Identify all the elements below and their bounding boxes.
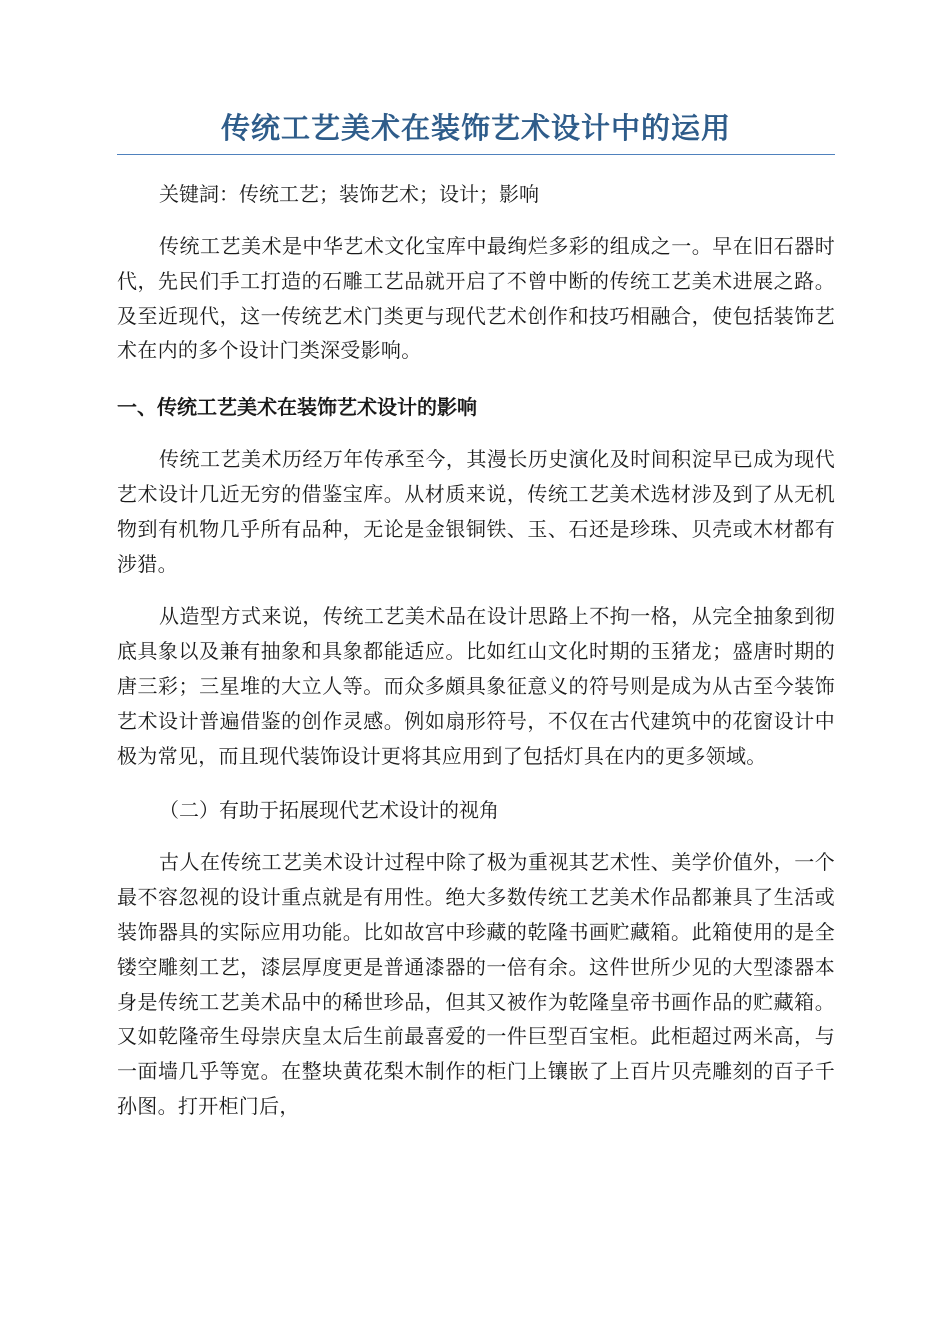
intro-paragraph: 传统工艺美术是中华艺术文化宝库中最绚烂多彩的组成之一。早在旧石器时代，先民们手工打造的石雕工艺品就开启了不曾中断的传统工艺美术进展之路。及至近现代，这一传统艺术门类更与现代艺术创作和技巧相融合，使包括装饰艺术在内的多个设计门类深受影响。 xyxy=(117,234,835,363)
document-title: 传统工艺美术在装饰艺术设计中的运用 xyxy=(117,108,835,155)
document-page xyxy=(117,108,835,1124)
subsection2-paragraph-1: 古人在传统工艺美术设计过程中除了极为重视其艺术性、美学价值外，一个最不容忽视的设计重点就是有用性。绝大多数传统工艺美术作品都兼具了生活或装饰器具的实际应用功能。比如故宫中珍藏的乾隆书画贮藏箱。此箱使用的是全镂空雕刻工艺，漆层厚度更是普通漆器的一倍有余。这件世所少见的大型漆器本身是传统工艺美术品中的稀世珍品，但其又被作为乾隆皇帝书画作品的贮藏箱。又如乾隆帝生母崇庆皇太后生前最喜爱的一件巨型百宝柜。此柜超过两米高，与一面墙几乎等宽。在整块黄花梨木制作的柜门上镶嵌了上百片贝壳雕刻的百子千孙图。打开柜门后， xyxy=(117,850,835,1118)
section1-paragraph-2: 从造型方式来说，传统工艺美术品在设计思路上不拘一格，从完全抽象到彻底具象以及兼有抽象和具象都能适应。比如红山文化时期的玉猪龙；盛唐时期的唐三彩；三星堆的大立人等。而众多頗具象征意义的符号则是成为从古至今装饰艺术设计普遍借鉴的创作灵感。例如扇形符号，不仅在古代建筑中的花窗设计中极为常见，而且现代装饰设计更将其应用到了包括灯具在内的更多领域。 xyxy=(117,604,835,768)
section-heading-1: 一、传统工艺美术在装饰艺术设计的影响 xyxy=(117,395,477,420)
keywords-line: 关键詞：传统工艺；装饰艺术；设计；影响 xyxy=(159,182,539,206)
section1-paragraph-1: 传统工艺美术历经万年传承至今，其漫长历史演化及时间积淀早已成为现代艺术设计几近无穷的借鉴宝库。从材质来说，传统工艺美术选材涉及到了从无机物到有机物几乎所有品种，无论是金银铜铁、玉、石还是珍珠、贝壳或木材都有涉猎。 xyxy=(117,447,835,576)
subsection-heading-2: （二）有助于拓展现代艺术设计的视角 xyxy=(159,798,499,823)
